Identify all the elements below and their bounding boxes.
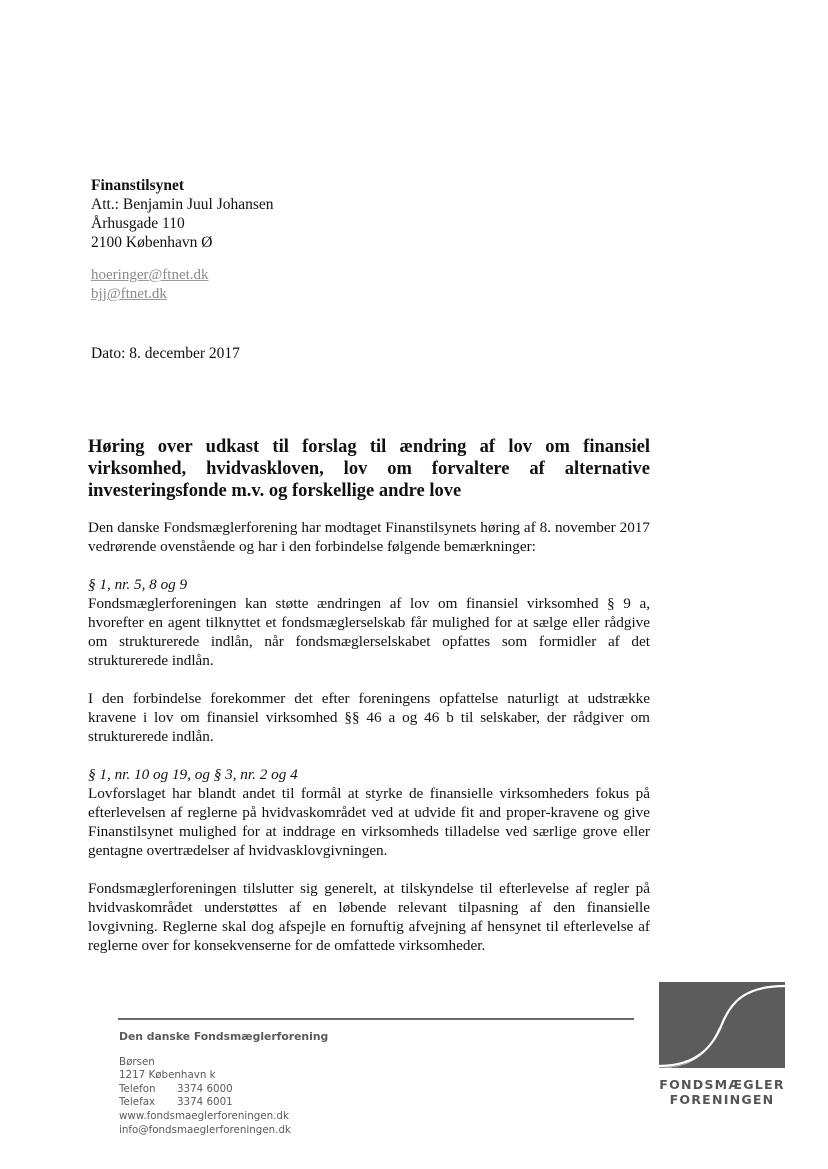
recipient-street: Århusgade 110 [91, 215, 185, 232]
section-heading: § 1, nr. 5, 8 og 9 [88, 576, 188, 593]
section-paragraph: Lovforslaget har blandt andet til formål at styrke de finansielle virksomheders fokus på efterlevelsen af reglerne på hvidvaskområdet ved at udvide fit and proper-kravene og give Finanstilsynet mulighed for at inddrage en virksomheds tilladelse ved særlige grove eller gentagne overtrædelser af hvidvasklovgivningen. [88, 785, 650, 859]
email-link-bjj[interactable]: bjj@ftnet.dk [91, 286, 167, 302]
logo-wordmark [655, 1077, 789, 1107]
recipient-attention: Att.: Benjamin Juul Johansen [91, 196, 274, 213]
recipient-city: 2100 København Ø [91, 234, 213, 251]
footer-organization-name: Den danske Fondsmæglerforening [119, 1030, 329, 1043]
recipient-address [91, 176, 274, 252]
footer-divider [118, 1018, 634, 1020]
footer-email-link[interactable]: info@fondsmaeglerforeningen.dk [119, 1123, 291, 1136]
section-paragraph: Fondsmæglerforeningen kan støtte ændringen af lov om finansiel virksomhed § 9 a, hvorefter en agent tilknyttet et fondsmæglerselskab får mulighed for at sælge eller rådgive om strukturerede indlån, når fondsmæglerselskabet opfattes som formidler af det strukturerede indlån. [88, 595, 650, 669]
logo-line-1: FONDSMÆGLER [659, 1077, 785, 1092]
logo-curve-icon [659, 982, 785, 1068]
email-list [91, 266, 209, 304]
section-heading: § 1, nr. 10 og 19, og § 3, nr. 2 og 4 [88, 766, 298, 783]
subject-line: investeringsfonde m.v. og forskellige andre love [88, 481, 462, 501]
footer-building: Børsen [119, 1055, 155, 1068]
section-paragraph: Fondsmæglerforeningen tilslutter sig generelt, at tilskyndelse til efterlevelse af regler på hvidvaskområdet understøttes af en løbende relevant tilpasning af den finansielle lovgivning. Reglerne skal dog afspejle en fornuftig afvejning af hensynet til efterlevelse af reglerne over for konsekvenserne for de omfattede virksomheder. [88, 880, 650, 954]
subject-line: Høring over udkast til forslag til ændring af lov om finansiel [88, 437, 650, 457]
footer-phone: 3374 6000 [177, 1082, 233, 1095]
footer-fax: 3374 6001 [177, 1096, 233, 1109]
letter-subject [88, 436, 650, 502]
logo-mark [659, 982, 785, 1068]
intro-paragraph: Den danske Fondsmæglerforening har modtaget Finanstilsynets høring af 8. november 2017 vedrørende ovenstående og har i den forbindelse følgende bemærkninger: [88, 519, 650, 555]
subject-line: virksomhed, hvidvaskloven, lov om forvaltere af alternative [88, 459, 650, 479]
footer-website-link[interactable]: www.fondsmaeglerforeningen.dk [119, 1109, 289, 1122]
footer-phone-row [119, 1083, 328, 1097]
footer-contact [119, 1030, 328, 1137]
section-paragraph: I den forbindelse forekommer det efter foreningens opfattelse naturligt at udstrække kravene i lov om finansiel virksomhed §§ 46 a og 46 b til selskaber, der rådgiver om strukturerede indlån. [88, 690, 650, 745]
letter-body [88, 518, 650, 974]
email-link-hoeringer[interactable]: hoeringer@ftnet.dk [91, 267, 209, 283]
recipient-organization: Finanstilsynet [91, 177, 185, 194]
letter-date: Dato: 8. december 2017 [91, 345, 240, 362]
footer-fax-row [119, 1096, 328, 1110]
footer-phone-label: Telefon [119, 1082, 156, 1095]
footer-fax-label: Telefax [119, 1096, 156, 1109]
logo-line-2: FORENINGEN [669, 1092, 775, 1107]
footer-city: 1217 København k [119, 1069, 216, 1082]
